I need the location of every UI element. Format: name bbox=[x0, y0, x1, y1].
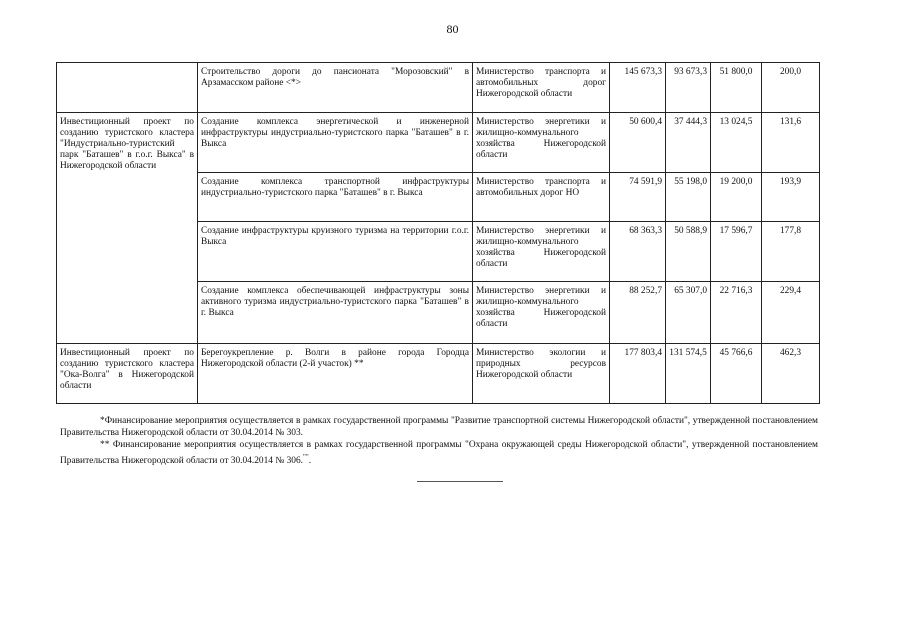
ministry-cell: Министерство транспорта и автомобильных дорог НО bbox=[473, 173, 610, 222]
activity-cell: Строительство дороги до пансионата "Морозовский" в Арзамасском районе <*> bbox=[198, 63, 473, 113]
value-local-cell: 193,9 bbox=[762, 173, 820, 222]
activity-cell: Создание комплекса транспортной инфраструктуры индустриально-туристского парка "Баташев" в г. Выкса bbox=[198, 173, 473, 222]
value-regional-cell: 45 766,6 bbox=[711, 344, 762, 404]
value-local-cell: 229,4 bbox=[762, 282, 820, 344]
value-federal-cell: 55 198,0 bbox=[666, 173, 711, 222]
activity-cell: Берегоукрепление р. Волги в районе города Городца Нижегородской области (2-й участок) ** bbox=[198, 344, 473, 404]
value-regional-cell: 17 596,7 bbox=[711, 222, 762, 282]
value-federal-cell: 131 574,5 bbox=[666, 344, 711, 404]
value-regional-cell: 51 800,0 bbox=[711, 63, 762, 113]
ministry-cell: Министерство энергетики и жилищно-коммунального хозяйства Нижегородской области bbox=[473, 222, 610, 282]
value-federal-cell: 93 673,3 bbox=[666, 63, 711, 113]
page-number: 80 bbox=[446, 22, 459, 36]
activity-cell: Создание инфраструктуры круизного туризма на территории г.о.г. Выкса bbox=[198, 222, 473, 282]
value-total-cell: 74 591,9 bbox=[610, 173, 666, 222]
project-cell bbox=[57, 63, 198, 113]
footnotes bbox=[60, 415, 818, 467]
footnote-ecology-text: ** Финансирование мероприятия осуществляется в рамках государственной программы "Охрана окружающей среды Нижегородской области", утвержденной постановлением Правительства Нижегородской области от 30.04.2014 № 306. bbox=[60, 440, 818, 467]
investment-table bbox=[56, 62, 820, 404]
closing-period: . bbox=[308, 456, 312, 467]
project-cell: Инвестиционный проект по созданию туристского кластера "Индустриально-туристский парк "Баташев" в г.о.г. Выкса" в Нижегородской области bbox=[57, 113, 198, 344]
value-total-cell: 68 363,3 bbox=[610, 222, 666, 282]
activity-cell: Создание комплекса энергетической и инженерной инфраструктуры индустриально-туристского парка "Баташев" в г. Выкса bbox=[198, 113, 473, 173]
value-total-cell: 177 803,4 bbox=[610, 344, 666, 404]
value-total-cell: 50 600,4 bbox=[610, 113, 666, 173]
value-total-cell: 88 252,7 bbox=[610, 282, 666, 344]
ministry-cell: Министерство транспорта и автомобильных дорог Нижегородской области bbox=[473, 63, 610, 113]
ministry-cell: Министерство энергетики и жилищно-коммунального хозяйства Нижегородской области bbox=[473, 282, 610, 344]
value-regional-cell: 19 200,0 bbox=[711, 173, 762, 222]
value-local-cell: 200,0 bbox=[762, 63, 820, 113]
ministry-cell: Министерство экологии и природных ресурсов Нижегородской области bbox=[473, 344, 610, 404]
closing-quote-mark: "" bbox=[303, 453, 309, 461]
value-local-cell: 462,3 bbox=[762, 344, 820, 404]
table-row bbox=[57, 63, 820, 113]
value-federal-cell: 50 588,9 bbox=[666, 222, 711, 282]
footnote-ecology bbox=[60, 439, 818, 467]
value-federal-cell: 37 444,3 bbox=[666, 113, 711, 173]
project-cell: Инвестиционный проект по созданию туристского кластера "Ока-Волга" в Нижегородской области bbox=[57, 344, 198, 404]
activity-cell: Создание комплекса обеспечивающей инфраструктуры зоны активного туризма индустриально-туристского парка "Баташев" в г. Выкса bbox=[198, 282, 473, 344]
value-local-cell: 131,6 bbox=[762, 113, 820, 173]
table-row bbox=[57, 113, 820, 173]
value-regional-cell: 22 716,3 bbox=[711, 282, 762, 344]
value-federal-cell: 65 307,0 bbox=[666, 282, 711, 344]
value-local-cell: 177,8 bbox=[762, 222, 820, 282]
value-regional-cell: 13 024,5 bbox=[711, 113, 762, 173]
value-total-cell: 145 673,3 bbox=[610, 63, 666, 113]
end-rule bbox=[417, 481, 503, 482]
ministry-cell: Министерство энергетики и жилищно-коммунального хозяйства Нижегородской области bbox=[473, 113, 610, 173]
table-row bbox=[57, 344, 820, 404]
footnote-transport: *Финансирование мероприятия осуществляется в рамках государственной программы "Развитие транспортной системы Нижегородской области", утвержденной постановлением Правительства Нижегородской области от 30.04.2014 № 303. bbox=[60, 416, 818, 438]
